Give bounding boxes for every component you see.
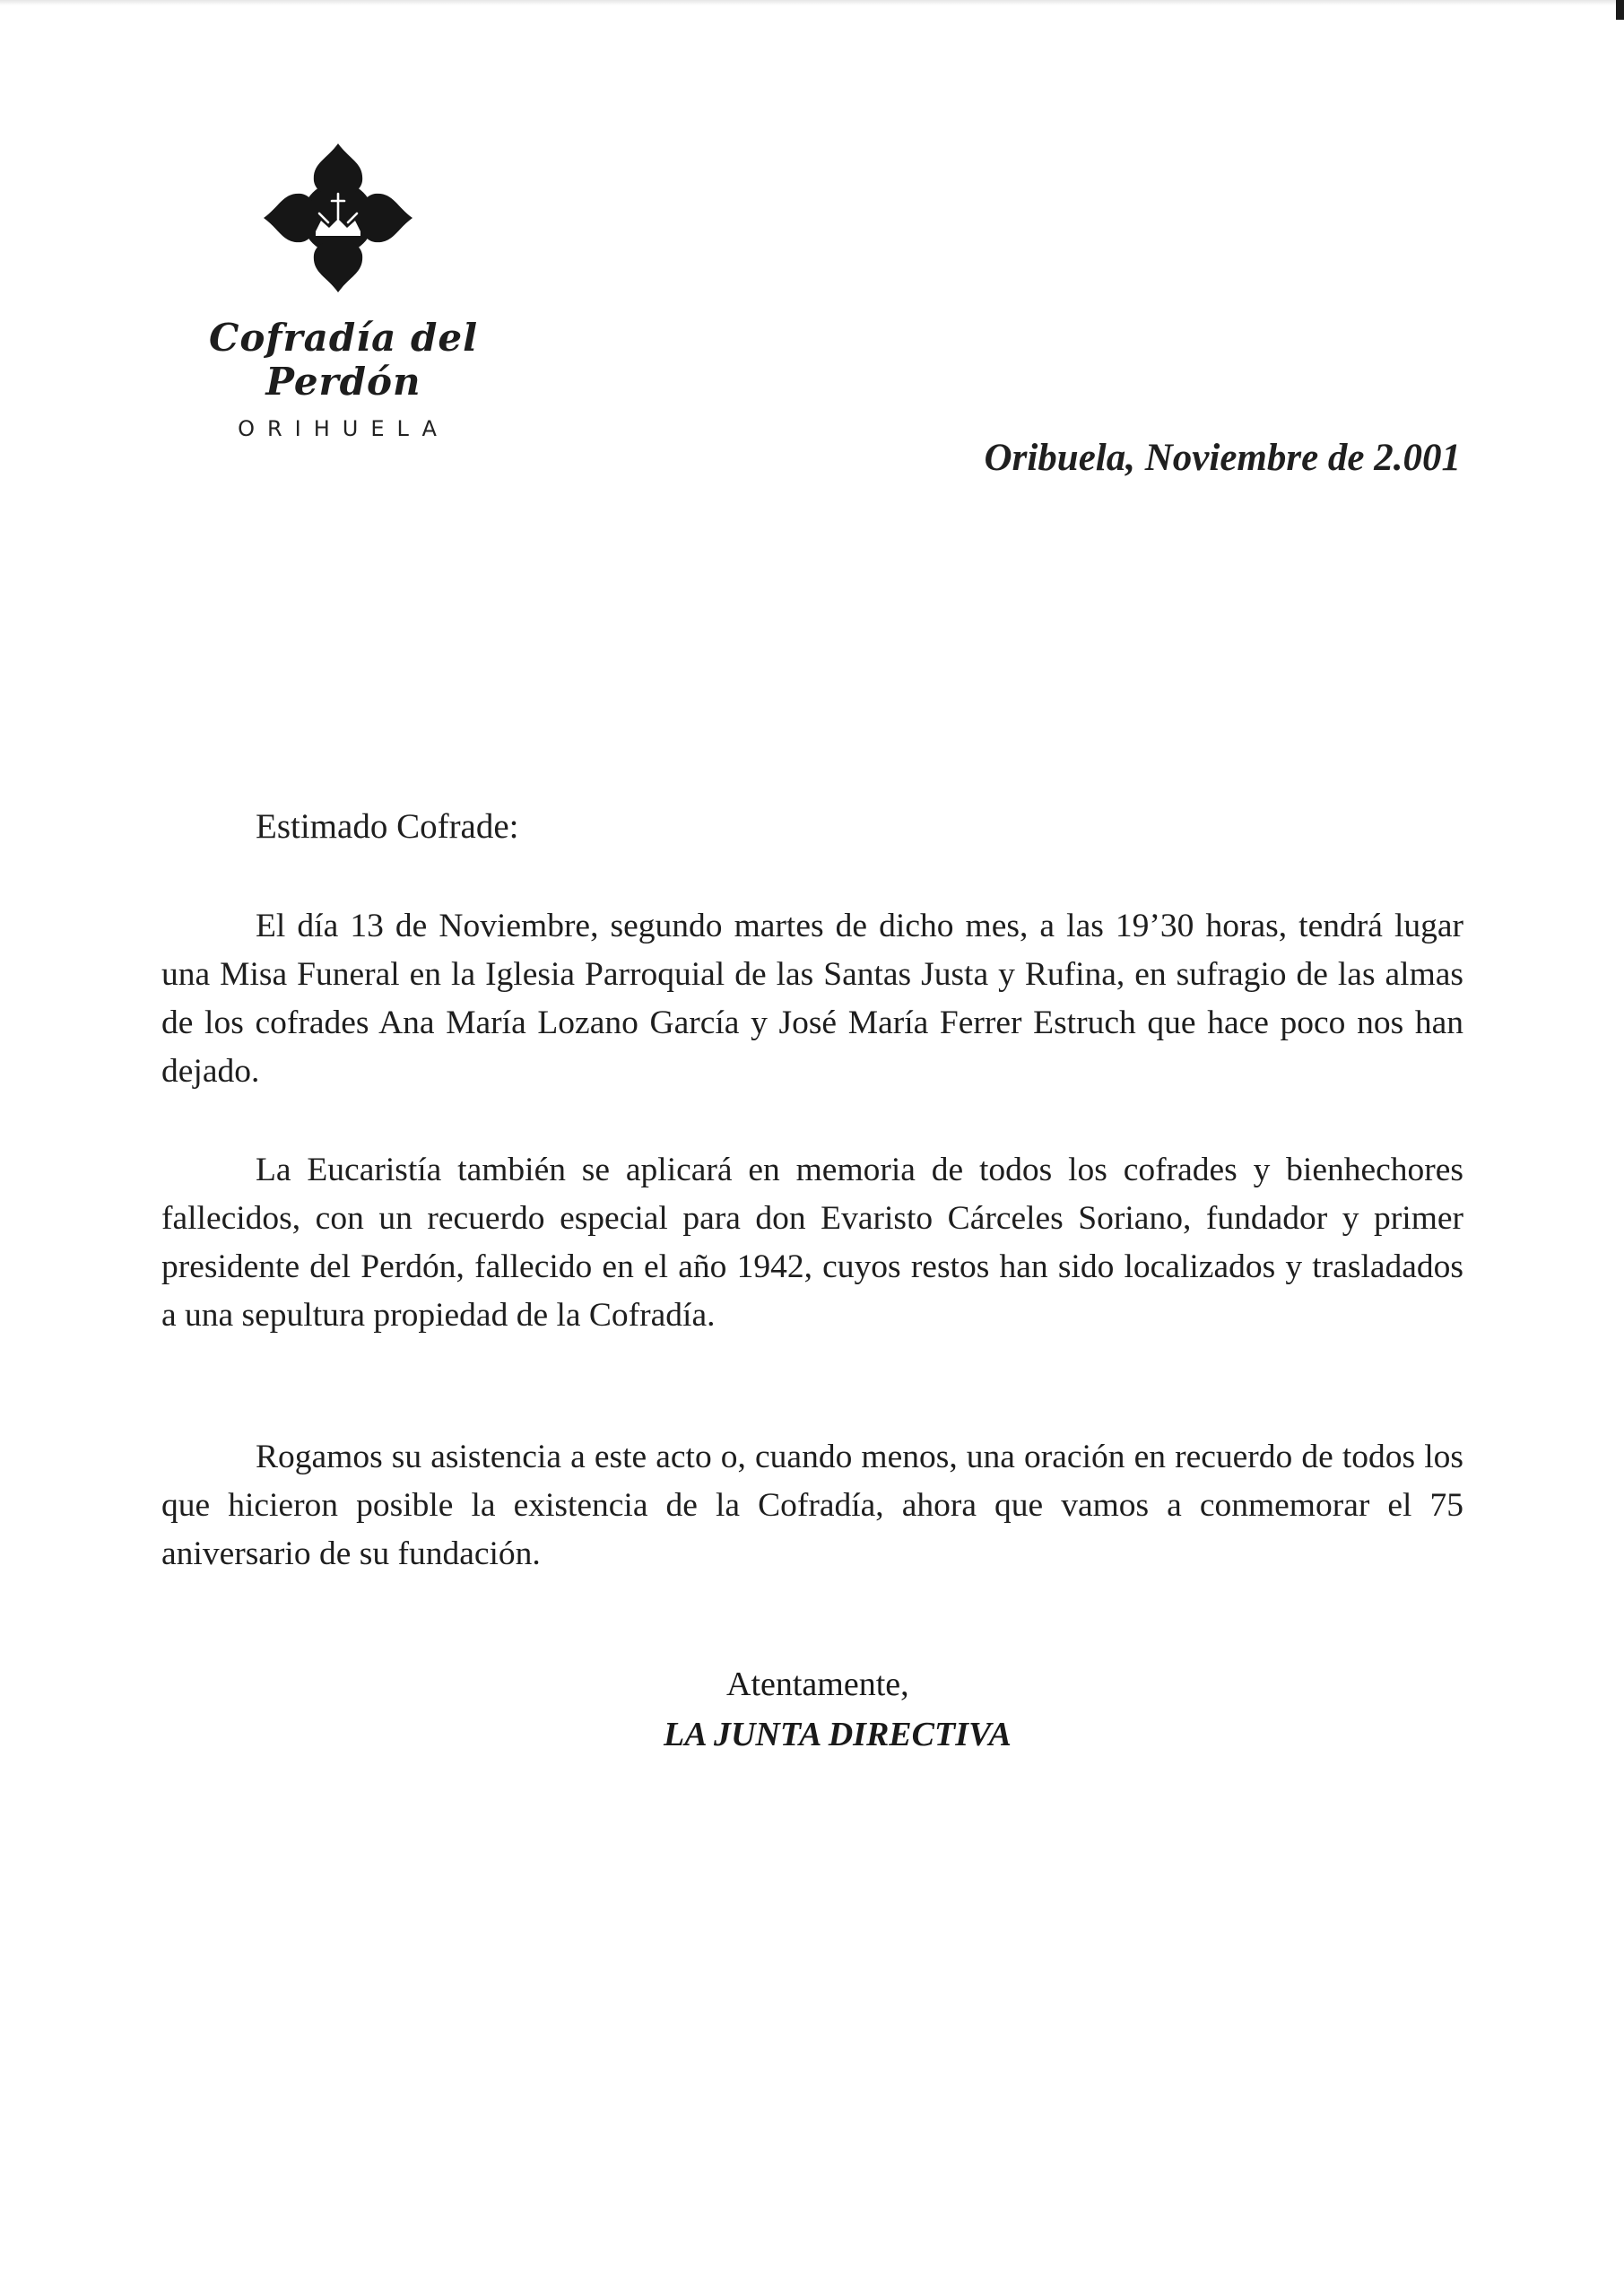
closing-block bbox=[664, 1659, 1022, 1760]
letter-paragraph-3: Rogamos su asistencia a este acto o, cuando menos, una oración en recuerdo de todos los que hicieron posible la existencia de la Cofradía, ahora que vamos a conmemorar el 75 aniversario de su fundación. bbox=[161, 1438, 1463, 1572]
letter-greeting: Estimado Cofrade: bbox=[256, 807, 519, 846]
letter-signature: LA JUNTA DIRECTIVA bbox=[664, 1716, 1012, 1753]
brand-city: ORIHUELA bbox=[238, 416, 449, 441]
letter-paragraph-2: La Eucaristía también se aplicará en memoria de todos los cofrades y bienhechores fallecidos, con un recuerdo especial para don Evaristo Cárceles Soriano, fundador y primer presidente del Perdón, fallecido en el año 1942, cuyos restos han sido localizados y trasladados a una sepultura propiedad de la Cofradía. bbox=[161, 1151, 1463, 1334]
date-line: Oribuela, Noviembre de 2.001 bbox=[984, 437, 1461, 479]
letter-paragraph-1: El día 13 de Noviembre, segundo martes de dicho mes, a las 19’30 horas, tendrá lugar una Misa Funeral en la Iglesia Parroquial de las Santas Justa y Rufina, en sufragio de las almas de los cofrades Ana María Lozano García y José María Ferrer Estruch que hace poco nos han dejado. bbox=[161, 907, 1463, 1090]
scan-mark bbox=[1616, 0, 1624, 20]
brand-name: Cofradía del Perdón bbox=[208, 316, 479, 404]
brand-block bbox=[169, 316, 518, 441]
letter-salutation: Atentamente, bbox=[726, 1665, 909, 1703]
brotherhood-emblem-icon bbox=[253, 133, 423, 303]
scan-edge bbox=[0, 0, 1624, 5]
